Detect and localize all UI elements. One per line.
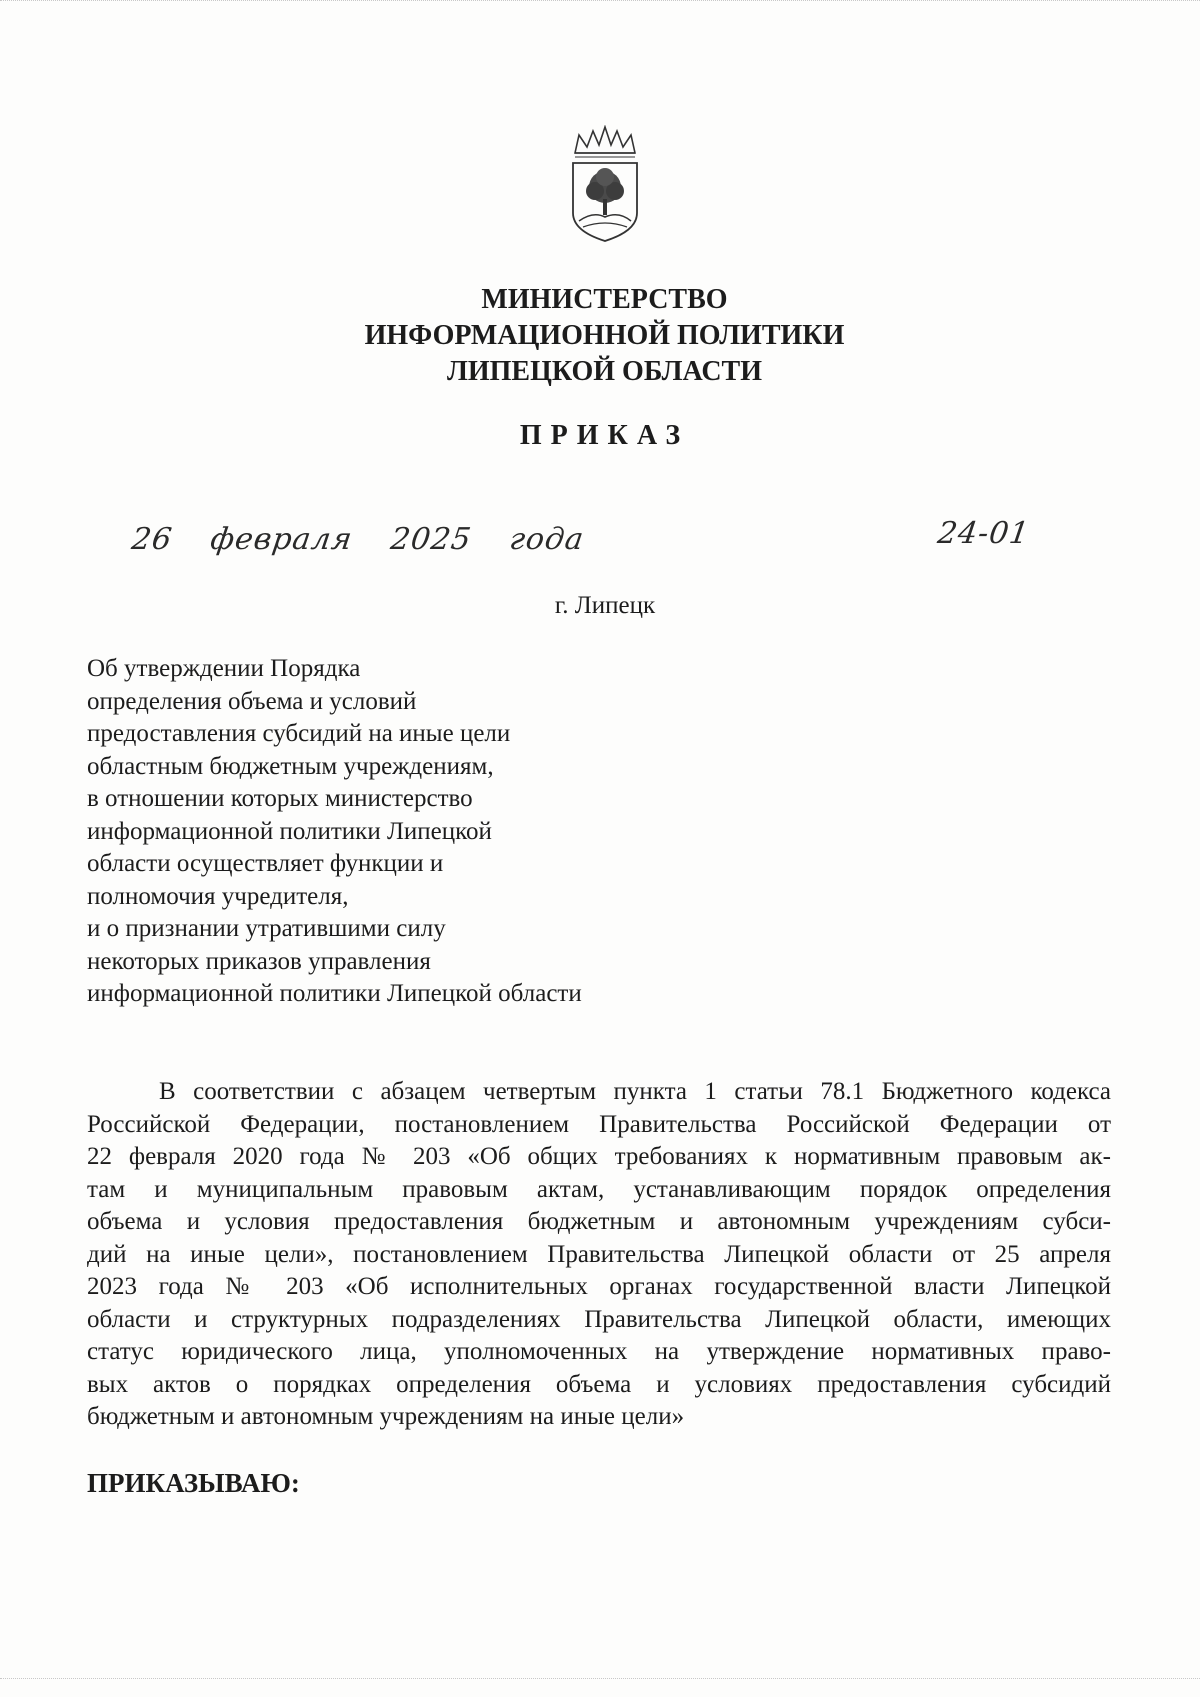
body-line: объема и условия предоставления бюджетным и автономным учреждениям субси- <box>87 1208 1111 1235</box>
body-line: Российской Федерации, постановлением Правительства Российской Федерации от <box>87 1110 1111 1138</box>
subject-line: информационной политики Липецкой области <box>87 980 582 1007</box>
subject-line: в отношении которых министерство <box>87 785 473 812</box>
ministry-line: ЛИПЕЦКОЙ ОБЛАСТИ <box>447 356 762 387</box>
subject-line: полномочия учредителя, <box>87 882 349 910</box>
ministry-line: МИНИСТЕРСТВО <box>481 284 728 315</box>
subject-line: и о признании утратившими силу <box>87 915 446 942</box>
city-line: г. Липецк <box>554 592 656 619</box>
body-line: там и муниципальным правовым актам, устанавливающим порядок определения <box>87 1175 1111 1203</box>
directive-heading: ПРИКАЗЫВАЮ: <box>87 1468 300 1498</box>
ministry-line: ИНФОРМАЦИОННОЙ ПОЛИТИКИ <box>364 320 845 351</box>
handwritten-order-number: 24-01 <box>935 516 1032 551</box>
lipetsk-coat-of-arms-icon <box>565 125 645 245</box>
document-type-title: ПРИКАЗ <box>519 420 690 451</box>
body-line: В соответствии с абзацем четвертым пункта 1 статьи 78.1 Бюджетного кодекса <box>159 1078 1111 1105</box>
body-line: дий на иные цели», постановлением Правительства Липецкой области от 25 апреля <box>87 1240 1111 1268</box>
body-line: бюджетным и автономным учреждениям на иные цели» <box>87 1403 685 1430</box>
subject-line: некоторых приказов управления <box>87 947 431 975</box>
order-subject <box>87 653 687 1011</box>
ministry-name <box>9 282 1200 390</box>
body-line: 22 февраля 2020 года № 203 «Об общих требованиях к нормативным правовым ак- <box>87 1143 1111 1170</box>
scan-edge-bottom <box>0 1675 1200 1679</box>
handwritten-date: 26 февраля 2025 года <box>129 522 587 557</box>
subject-line: определения объема и условий <box>87 687 417 715</box>
body-line: области и структурных подразделениях Правительства Липецкой области, имеющих <box>87 1305 1111 1333</box>
subject-line: информационной политики Липецкой <box>87 817 492 845</box>
subject-line: Об утверждении Порядка <box>87 655 361 682</box>
subject-line: областным бюджетным учреждениям, <box>87 752 494 780</box>
body-line: статус юридического лица, уполномоченных на утверждение нормативных право- <box>87 1338 1111 1365</box>
body-line: 2023 года № 203 «Об исполнительных органах государственной власти Липецкой <box>87 1273 1111 1300</box>
body-line: вых актов о порядках определения объема и условиях предоставления субсидий <box>87 1370 1111 1398</box>
subject-line: области осуществляет функции и <box>87 850 444 877</box>
subject-line: предоставления субсидий на иные цели <box>87 720 511 747</box>
preamble-paragraph <box>87 1076 1111 1434</box>
scan-edge-top <box>0 0 1200 4</box>
